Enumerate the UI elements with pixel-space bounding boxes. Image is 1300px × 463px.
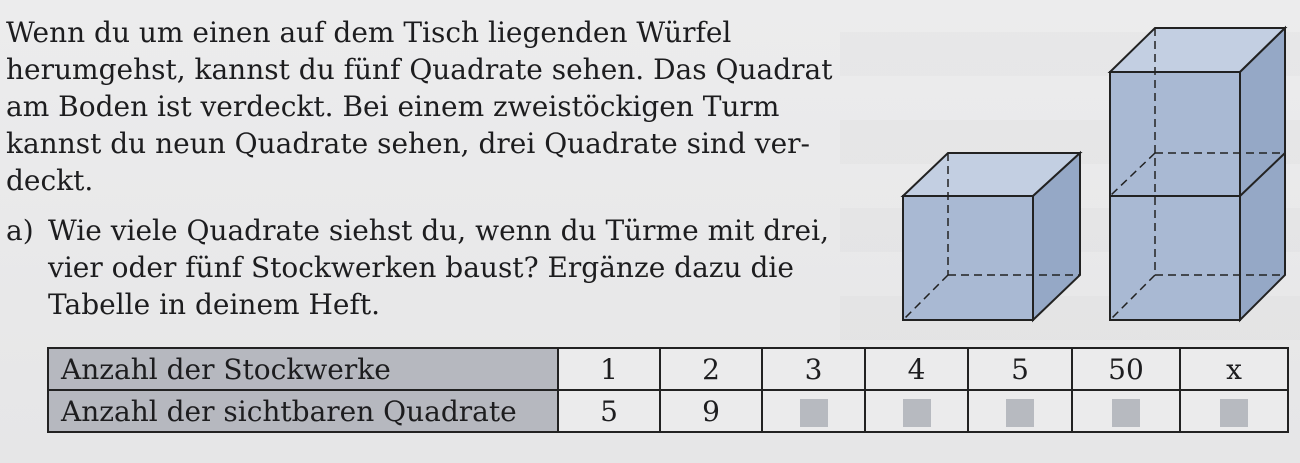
blank-answer-cell [762,390,865,432]
answer-placeholder-box [1006,399,1034,427]
blank-answer-cell [1072,390,1180,432]
table-cell: 9 [660,390,762,432]
answer-placeholder-box [1220,399,1248,427]
intro-line: Wenn du um einen auf dem Tisch liegenden Würfel [6,16,732,49]
table-cell: 5 [558,390,660,432]
two-storey-tower [1110,28,1285,320]
cube-illustration [895,20,1295,330]
table-cell: x [1180,348,1288,390]
blank-answer-cell [1180,390,1288,432]
task-line: vier oder fünf Stockwerken baust? Ergänze dazu die [48,251,794,284]
single-cube [903,153,1080,320]
intro-line: kannst du neun Quadrate sehen, drei Quadrate sind ver- [6,127,811,160]
blank-answer-cell [968,390,1072,432]
table-row-visible-squares [48,390,1288,432]
table-cell: 5 [968,348,1072,390]
single-cube-front [903,196,1033,320]
table-cell: 50 [1072,348,1180,390]
intro-line: deckt. [6,164,94,197]
answer-placeholder-box [800,399,828,427]
row-header: Anzahl der Stockwerke [48,348,558,390]
blank-answer-cell [865,390,968,432]
row-header: Anzahl der sichtbaren Quadrate [48,390,558,432]
intro-line: herumgehst, kannst du fünf Quadrate sehen. Das Quadrat [6,53,833,86]
task-line: Tabelle in deinem Heft. [48,288,380,321]
task-line: Wie viele Quadrate siehst du, wenn du Türme mit drei, [48,214,829,247]
table-row-storeys [48,348,1288,390]
table-cell: 3 [762,348,865,390]
intro-line: am Boden ist verdeckt. Bei einem zweistöckigen Turm [6,90,780,123]
intro-paragraph [6,14,841,199]
task-text [48,212,841,323]
answer-placeholder-box [1112,399,1140,427]
task-label: a) [6,214,34,247]
answer-placeholder-box [903,399,931,427]
table-cell: 2 [660,348,762,390]
table-cell: 4 [865,348,968,390]
value-table [47,347,1289,433]
table-cell: 1 [558,348,660,390]
